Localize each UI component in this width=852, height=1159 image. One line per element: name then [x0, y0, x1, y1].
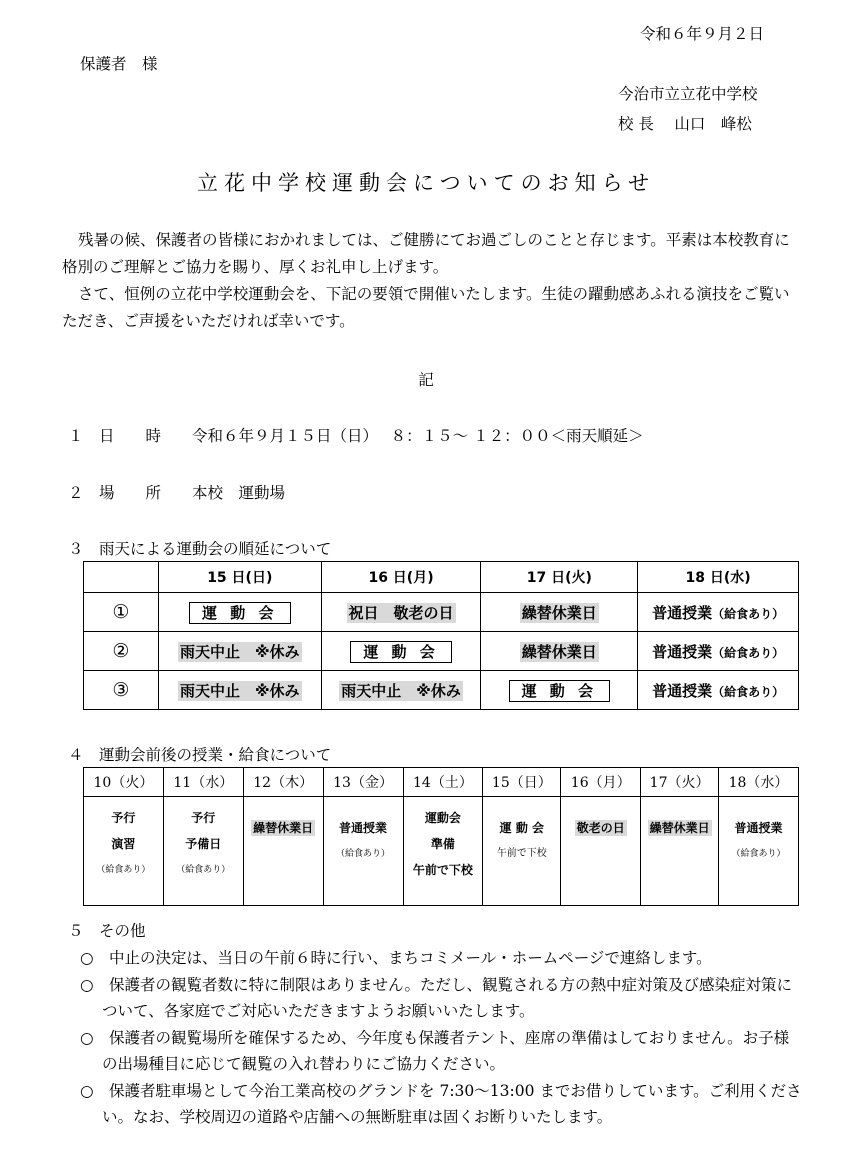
day-header: 16（月）	[561, 768, 641, 797]
item-other-heading: ５ その他	[68, 922, 146, 940]
table-header-row	[84, 768, 799, 797]
schedule-cell	[243, 797, 323, 906]
schedule-cell	[323, 797, 403, 906]
cell-line: 準備	[430, 837, 455, 851]
table-cell	[321, 632, 481, 671]
table-row	[84, 632, 799, 671]
rain-cancel-label: 雨天中止 ※休み	[341, 681, 461, 700]
substitute-holiday-label: 繰替休業日	[521, 603, 597, 622]
schedule-cell	[163, 797, 243, 906]
substitute-holiday-label: 繰替休業日	[521, 642, 597, 661]
table-header-cell: 18 日(水)	[638, 562, 799, 593]
lunch-note: （給食あり）	[712, 606, 785, 621]
cell-line: 予行	[111, 811, 136, 825]
list-item: ○ 保護者の観覧場所を確保するため、今年度も保護者テント、座席の準備はしておりません。お子様の出場種目に応じて観覧の入れ替わりにご協力ください。	[80, 1028, 790, 1073]
case-number: ③	[84, 671, 159, 710]
cell-line: 普通授業	[734, 821, 783, 835]
lunch-note: （給食あり）	[731, 849, 786, 859]
cell-line: 運 動 会	[499, 821, 544, 835]
case-number: ②	[84, 632, 159, 671]
item-rain-heading: ３ 雨天による運動会の順延について	[68, 540, 332, 558]
table-cell	[638, 671, 799, 710]
regular-class-label: 普通授業	[652, 642, 713, 661]
lunch-note: （給食あり）	[176, 865, 231, 875]
item-place: ２ 場 所 本校 運動場	[68, 484, 286, 502]
item-schedule-heading: ４ 運動会前後の授業・給食について	[68, 746, 332, 764]
day-header: 18（水）	[719, 768, 799, 797]
table-cell	[638, 593, 799, 632]
rain-postponement-table	[83, 561, 799, 710]
sports-day-box: 運 動 会	[509, 680, 610, 702]
schedule-cell	[483, 797, 561, 906]
cell-line: 普通授業	[339, 821, 388, 835]
day-header: 11（水）	[163, 768, 243, 797]
table-cell	[481, 632, 638, 671]
table-header-row	[84, 562, 799, 593]
regular-class-label: 普通授業	[652, 681, 713, 700]
day-header: 15（日）	[483, 768, 561, 797]
rain-cancel-label: 雨天中止 ※休み	[179, 681, 300, 700]
table-row	[84, 593, 799, 632]
table-cell	[321, 593, 481, 632]
day-header: 10（火）	[84, 768, 164, 797]
recipient: 保護者 様	[80, 55, 158, 73]
cell-line: 予行	[191, 811, 216, 825]
schedule-cell	[719, 797, 799, 906]
sports-day-box: 運 動 会	[189, 602, 290, 624]
list-item: ○ 中止の決定は、当日の午前６時に行い、まちコミメール・ホームページで連絡します。	[80, 949, 712, 967]
schedule-cell	[561, 797, 641, 906]
principal-name: 校 長 山口 峰松	[618, 115, 752, 133]
cell-line: 午前で下校	[496, 848, 547, 859]
item-datetime: １ 日 時 令和６年９月１５日（日） ８：１５～ １２：００＜雨天順延＞	[68, 427, 644, 445]
table-cell	[158, 671, 321, 710]
table-cell	[158, 593, 321, 632]
table-cell	[84, 562, 159, 593]
holiday-label: 祝日 敬老の日	[348, 603, 454, 622]
table-header-cell: 16 日(月)	[321, 562, 481, 593]
table-header-cell: 17 日(火)	[481, 562, 638, 593]
case-number: ①	[84, 593, 159, 632]
table-cell	[481, 671, 638, 710]
schedule-cell	[403, 797, 483, 906]
lunch-note: （給食あり）	[96, 865, 151, 875]
day-header: 13（金）	[323, 768, 403, 797]
day-header: 12（木）	[243, 768, 323, 797]
school-name: 今治市立立花中学校	[618, 85, 758, 103]
list-item: ○ 保護者駐車場として今治工業高校のグランドを 7:30～13:00 までお借りしています。ご利用ください。なお、学校周辺の道路や店舗への無断駐車は固くお断りいたします。	[80, 1081, 802, 1126]
substitute-holiday-label: 繰替休業日	[649, 821, 710, 835]
intro-paragraph-1: 残暑の候、保護者の皆様におかれましては、ご健勝にてお過ごしのことと存じます。平素は本校教育に格別のご理解とご協力を賜り、厚くお礼申し上げます。	[62, 231, 790, 276]
document-title: 立花中学校運動会についてのお知らせ	[197, 171, 655, 195]
lunch-note: （給食あり）	[712, 645, 785, 660]
ki-mark: 記	[418, 371, 434, 389]
cell-line: 午前で下校	[412, 863, 473, 877]
substitute-holiday-label: 繰替休業日	[253, 821, 314, 835]
schedule-cell	[641, 797, 719, 906]
intro-paragraph-2: さて、恒例の立花中学校運動会を、下記の要領で開催いたします。生徒の躍動感あふれる演技をご覧いただき、ご声援をいただければ幸いです。	[62, 285, 790, 330]
lunch-note: （給食あり）	[336, 849, 391, 859]
weekly-schedule-table	[83, 767, 799, 906]
cell-line: 演習	[111, 837, 136, 851]
schedule-cell	[84, 797, 164, 906]
letter-date: 令和６年９月２日	[639, 25, 764, 43]
table-row	[84, 671, 799, 710]
other-list	[80, 945, 802, 1131]
table-cell	[638, 632, 799, 671]
table-row	[84, 797, 799, 906]
cell-line: 予備日	[185, 837, 222, 851]
cell-line: 運動会	[424, 811, 461, 825]
table-cell	[158, 632, 321, 671]
list-item: ○ 保護者の観覧者数に特に制限はありません。ただし、観覧される方の熱中症対策及び感染症対策について、各家庭でご対応いただきますようお願いいたします。	[80, 975, 792, 1020]
holiday-label: 敬老の日	[576, 821, 625, 835]
day-header: 14（土）	[403, 768, 483, 797]
table-cell	[481, 593, 638, 632]
rain-cancel-label: 雨天中止 ※休み	[179, 642, 300, 661]
regular-class-label: 普通授業	[652, 603, 713, 622]
lunch-note: （給食あり）	[712, 684, 785, 699]
day-header: 17（火）	[641, 768, 719, 797]
table-header-cell: 15 日(日)	[158, 562, 321, 593]
table-cell	[321, 671, 481, 710]
sports-day-box: 運 動 会	[350, 641, 451, 663]
